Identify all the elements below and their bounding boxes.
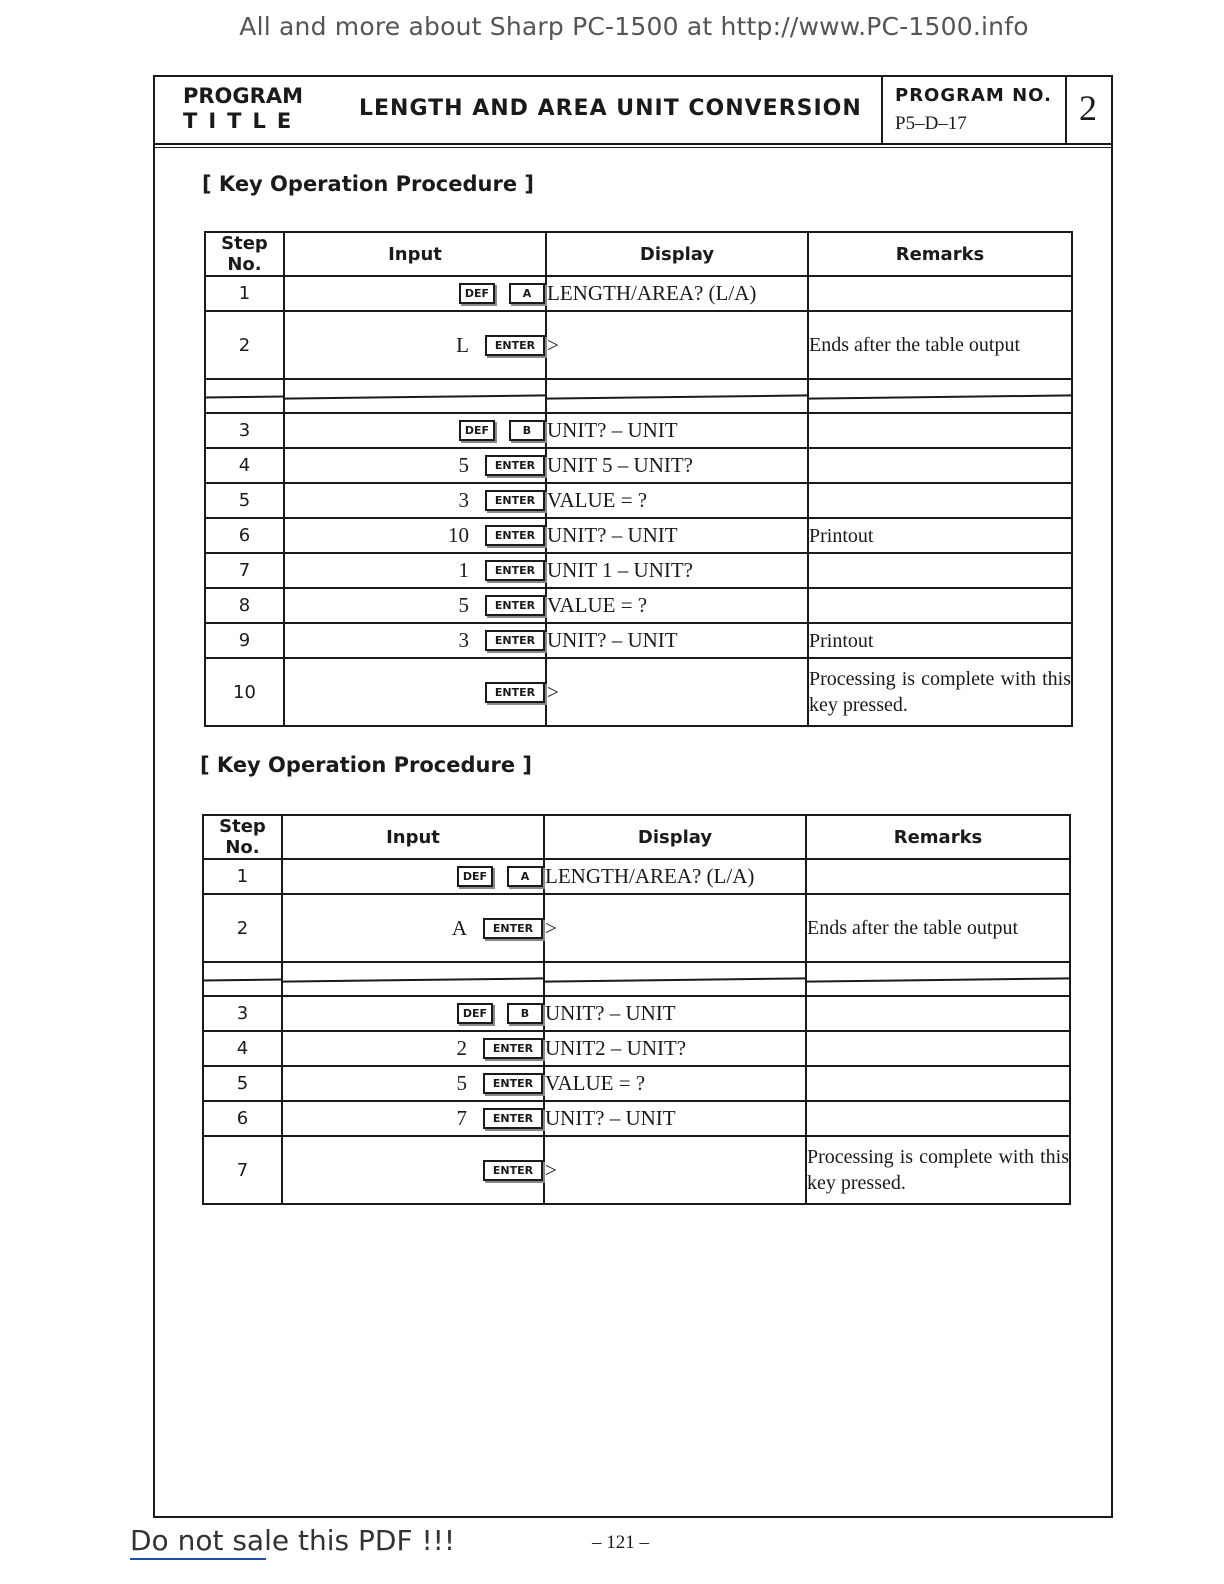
remarks-text: Processing is complete with this key pressed. bbox=[806, 1136, 1070, 1204]
input-cell bbox=[282, 996, 544, 1031]
table-row bbox=[203, 1136, 1070, 1204]
remarks-text: Processing is complete with this key pressed. bbox=[808, 658, 1072, 726]
remarks-text bbox=[808, 483, 1072, 518]
continuation-slash bbox=[281, 977, 545, 982]
input-cell bbox=[284, 588, 546, 623]
input-value: 5 bbox=[458, 593, 469, 617]
input-cell bbox=[284, 553, 546, 588]
key-enter: ENTER bbox=[485, 630, 545, 651]
input-cell bbox=[284, 658, 546, 726]
program-number: P5–D–17 bbox=[895, 113, 967, 134]
remarks-text bbox=[808, 448, 1072, 483]
display-text: > bbox=[546, 658, 808, 726]
key-enter: ENTER bbox=[485, 525, 545, 546]
col-input: Input bbox=[284, 232, 546, 276]
footer-underline bbox=[130, 1558, 266, 1560]
step-number: 7 bbox=[203, 1136, 282, 1204]
section-heading-2: [ Key Operation Procedure ] bbox=[200, 753, 532, 777]
input-value: 5 bbox=[456, 1071, 467, 1095]
input-cell bbox=[282, 1136, 544, 1204]
table-row bbox=[205, 518, 1072, 553]
table-row bbox=[205, 311, 1072, 379]
input-cell bbox=[284, 276, 546, 311]
display-text: VALUE = ? bbox=[546, 588, 808, 623]
continuation-row bbox=[205, 379, 1072, 413]
program-number-label: PROGRAM NO. bbox=[895, 85, 1052, 106]
site-banner: All and more about Sharp PC-1500 at http://www.PC-1500.info bbox=[239, 12, 1029, 41]
procedure-table-1 bbox=[204, 231, 1073, 727]
input-cell bbox=[282, 1066, 544, 1101]
program-header bbox=[155, 77, 1111, 145]
header-divider bbox=[155, 147, 1111, 148]
remarks-text bbox=[808, 553, 1072, 588]
input-value: 3 bbox=[458, 488, 469, 512]
key-def: DEF bbox=[457, 866, 493, 887]
input-cell bbox=[284, 448, 546, 483]
input-cell bbox=[284, 483, 546, 518]
step-number: 1 bbox=[203, 859, 282, 894]
continuation-slash bbox=[805, 977, 1071, 982]
display-text: UNIT 1 – UNIT? bbox=[546, 553, 808, 588]
input-value: L bbox=[456, 332, 469, 357]
input-cell bbox=[282, 1031, 544, 1066]
input-cell bbox=[282, 1101, 544, 1136]
step-number: 2 bbox=[203, 894, 282, 962]
step-number: 9 bbox=[205, 623, 284, 658]
key-b: B bbox=[509, 420, 545, 441]
key-a: A bbox=[509, 283, 545, 304]
remarks-text bbox=[806, 996, 1070, 1031]
program-number-box bbox=[881, 77, 1067, 143]
program-title-label bbox=[183, 84, 303, 134]
step-number: 5 bbox=[203, 1066, 282, 1101]
input-cell bbox=[284, 518, 546, 553]
col-input: Input bbox=[282, 815, 544, 859]
table-row bbox=[203, 1101, 1070, 1136]
table-row bbox=[205, 553, 1072, 588]
display-text: UNIT? – UNIT bbox=[546, 518, 808, 553]
step-number: 6 bbox=[205, 518, 284, 553]
continuation-cell bbox=[808, 379, 1072, 413]
key-def: DEF bbox=[459, 420, 495, 441]
display-text: > bbox=[546, 311, 808, 379]
input-cell bbox=[282, 859, 544, 894]
table-row bbox=[205, 276, 1072, 311]
table-row bbox=[203, 1031, 1070, 1066]
key-def: DEF bbox=[457, 1003, 493, 1024]
input-value: 7 bbox=[456, 1106, 467, 1130]
step-number: 4 bbox=[205, 448, 284, 483]
display-text: VALUE = ? bbox=[544, 1066, 806, 1101]
input-cell bbox=[284, 311, 546, 379]
input-cell bbox=[284, 623, 546, 658]
input-cell bbox=[282, 894, 544, 962]
step-number: 4 bbox=[203, 1031, 282, 1066]
step-number: 2 bbox=[205, 311, 284, 379]
key-enter: ENTER bbox=[483, 1073, 543, 1094]
input-cell bbox=[284, 413, 546, 448]
table-row bbox=[205, 483, 1072, 518]
table-row bbox=[205, 658, 1072, 726]
program-label-line2: TITLE bbox=[183, 109, 303, 133]
page-index: 2 bbox=[1079, 88, 1097, 128]
remarks-text bbox=[808, 413, 1072, 448]
continuation-slash bbox=[807, 394, 1073, 399]
continuation-cell bbox=[282, 962, 544, 996]
col-display: Display bbox=[546, 232, 808, 276]
display-text: UNIT? – UNIT bbox=[544, 996, 806, 1031]
remarks-text: Printout bbox=[808, 623, 1072, 658]
continuation-cell bbox=[205, 379, 284, 413]
continuation-slash bbox=[202, 979, 283, 982]
remarks-text bbox=[808, 276, 1072, 311]
display-text: > bbox=[544, 1136, 806, 1204]
display-text: LENGTH/AREA? (L/A) bbox=[544, 859, 806, 894]
table-row bbox=[203, 894, 1070, 962]
input-value: 2 bbox=[456, 1036, 467, 1060]
col-display: Display bbox=[544, 815, 806, 859]
remarks-text: Ends after the table output bbox=[806, 894, 1070, 962]
display-text: UNIT2 – UNIT? bbox=[544, 1031, 806, 1066]
key-enter: ENTER bbox=[483, 1160, 543, 1181]
remarks-text: Ends after the table output bbox=[808, 311, 1072, 379]
key-enter: ENTER bbox=[485, 490, 545, 511]
key-b: B bbox=[507, 1003, 543, 1024]
display-text: LENGTH/AREA? (L/A) bbox=[546, 276, 808, 311]
section-heading-1: [ Key Operation Procedure ] bbox=[202, 172, 534, 196]
remarks-text bbox=[806, 1066, 1070, 1101]
procedure-table-2 bbox=[202, 814, 1071, 1205]
remarks-text bbox=[806, 1031, 1070, 1066]
key-enter: ENTER bbox=[483, 1108, 543, 1129]
input-value: 1 bbox=[458, 558, 469, 582]
key-enter: ENTER bbox=[485, 595, 545, 616]
col-remarks: Remarks bbox=[806, 815, 1070, 859]
remarks-text bbox=[806, 1101, 1070, 1136]
table-row bbox=[203, 996, 1070, 1031]
page-number: – 121 – bbox=[592, 1532, 649, 1553]
table-row bbox=[203, 1066, 1070, 1101]
table-row bbox=[205, 448, 1072, 483]
display-text: UNIT? – UNIT bbox=[546, 623, 808, 658]
continuation-slash bbox=[204, 396, 285, 399]
table-row bbox=[205, 588, 1072, 623]
step-number: 1 bbox=[205, 276, 284, 311]
key-enter: ENTER bbox=[483, 918, 543, 939]
remarks-text bbox=[806, 859, 1070, 894]
input-value: 3 bbox=[458, 628, 469, 652]
continuation-cell bbox=[203, 962, 282, 996]
remarks-text bbox=[808, 588, 1072, 623]
table-row bbox=[203, 859, 1070, 894]
display-text: > bbox=[544, 894, 806, 962]
input-value: A bbox=[451, 915, 467, 940]
table-row bbox=[205, 413, 1072, 448]
display-text: UNIT 5 – UNIT? bbox=[546, 448, 808, 483]
step-number: 10 bbox=[205, 658, 284, 726]
footer-notice: Do not sale this PDF !!! bbox=[130, 1524, 456, 1557]
display-text: VALUE = ? bbox=[546, 483, 808, 518]
step-number: 3 bbox=[205, 413, 284, 448]
program-title: LENGTH AND AREA UNIT CONVERSION bbox=[359, 96, 862, 121]
key-a: A bbox=[507, 866, 543, 887]
step-number: 3 bbox=[203, 996, 282, 1031]
continuation-cell bbox=[806, 962, 1070, 996]
key-enter: ENTER bbox=[485, 335, 545, 356]
key-enter: ENTER bbox=[485, 560, 545, 581]
key-def: DEF bbox=[459, 283, 495, 304]
continuation-row bbox=[203, 962, 1070, 996]
col-step: Step No. bbox=[203, 815, 282, 859]
col-step: Step No. bbox=[205, 232, 284, 276]
display-text: UNIT? – UNIT bbox=[546, 413, 808, 448]
remarks-text: Printout bbox=[808, 518, 1072, 553]
step-number: 7 bbox=[205, 553, 284, 588]
program-label-line1: PROGRAM bbox=[183, 84, 303, 108]
table-row bbox=[205, 623, 1072, 658]
key-enter: ENTER bbox=[483, 1038, 543, 1059]
continuation-slash bbox=[543, 977, 807, 982]
step-number: 5 bbox=[205, 483, 284, 518]
continuation-cell bbox=[546, 379, 808, 413]
key-enter: ENTER bbox=[485, 455, 545, 476]
col-remarks: Remarks bbox=[808, 232, 1072, 276]
step-number: 8 bbox=[205, 588, 284, 623]
step-number: 6 bbox=[203, 1101, 282, 1136]
continuation-cell bbox=[544, 962, 806, 996]
display-text: UNIT? – UNIT bbox=[544, 1101, 806, 1136]
input-value: 5 bbox=[458, 453, 469, 477]
key-enter: ENTER bbox=[485, 682, 545, 703]
continuation-slash bbox=[283, 394, 547, 399]
continuation-cell bbox=[284, 379, 546, 413]
continuation-slash bbox=[545, 394, 809, 399]
input-value: 10 bbox=[448, 523, 469, 547]
